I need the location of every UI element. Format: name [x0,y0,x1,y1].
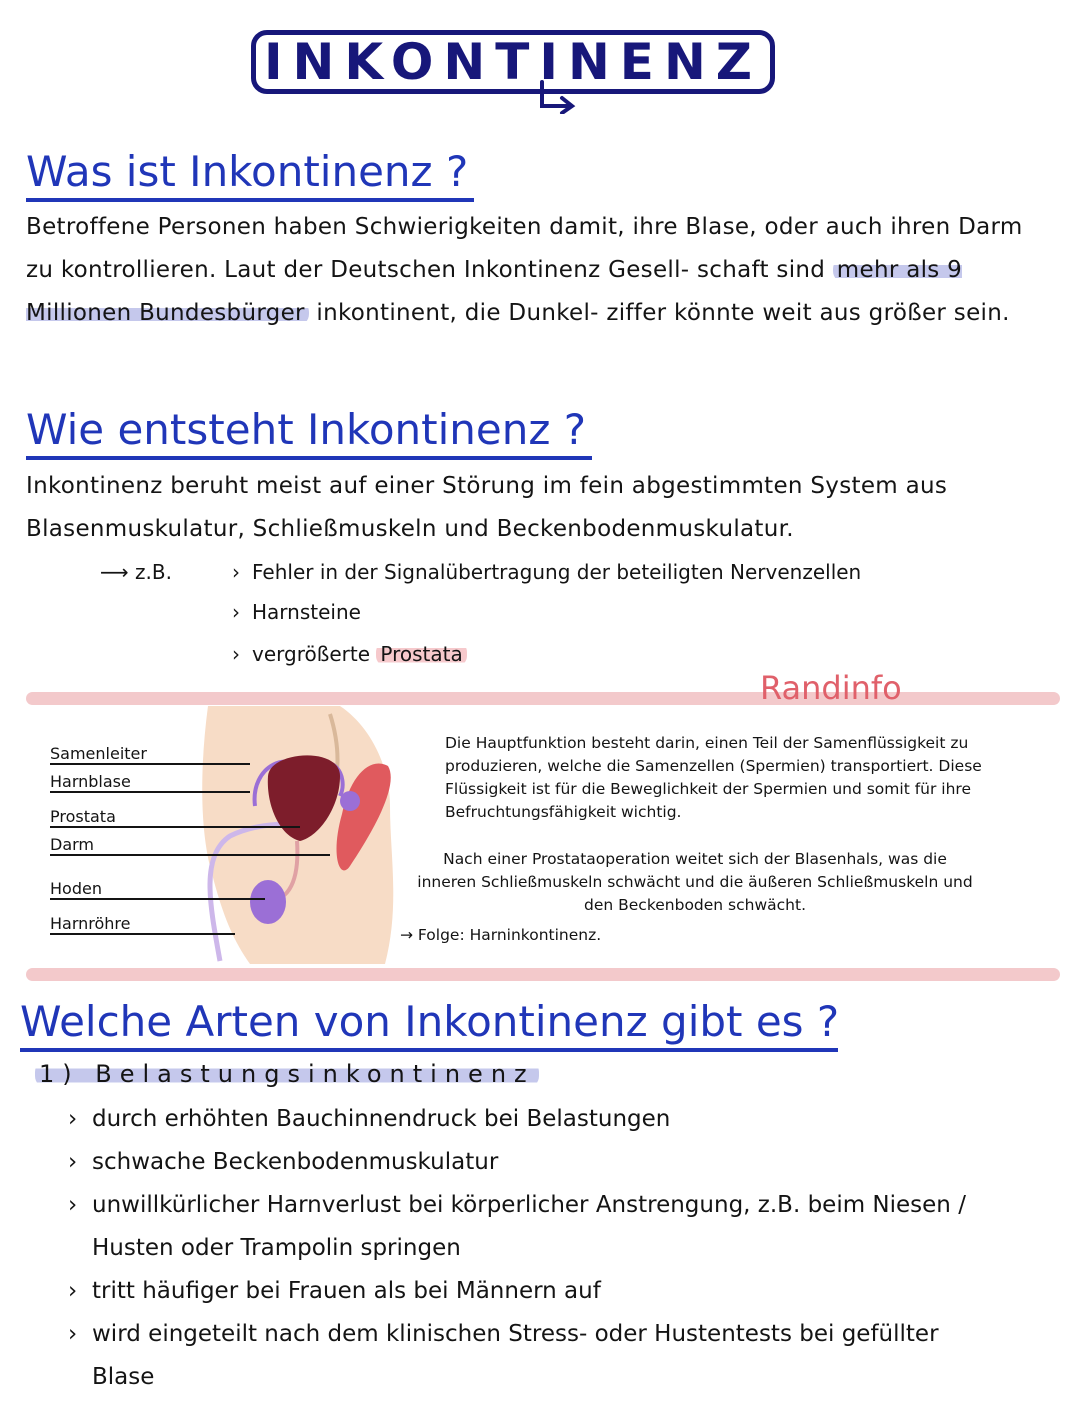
chevron-right-icon: › [232,642,240,666]
divider-top [26,692,1060,705]
list-item [68,1313,988,1399]
list-item [68,1184,988,1270]
anatomy-label: Darm [50,836,330,856]
example-item [232,592,361,632]
section-heading-arten: Welche Arten von Inkontinenz gibt es ? [20,996,838,1052]
anatomy-label: Harnröhre [50,915,235,935]
list-item [68,1098,988,1141]
randinfo-label: Randinfo [760,669,902,707]
text-part: inkontinent, die Dunkel- ziffer könnte weit aus größer sein. [308,300,1010,326]
info-text-operation: Nach einer Prostataoperation weitet sich der Blasenhals, was die inneren Schließmuskeln schwächt und die äußeren Schließmuskeln und den Beckenboden schwächt. [417,850,973,914]
example-text: vergrößerte [252,642,377,666]
anatomy-label: Harnblase [50,773,250,793]
page-title-text: INKONTINENZ [263,33,763,91]
arrow-right-icon [520,80,580,114]
type-items-list [68,1098,988,1399]
text-part: Betroffene Personen haben Schwierigkeiten damit, ihre Blase, oder auch ihren Darm zu kontrollieren. Laut der Deutschen Inkontinenz Gesell- schaft sind [26,214,1023,283]
arrow-right-icon: → [400,926,418,944]
page-title [251,30,775,94]
list-item-text: schwache Beckenbodenmuskulatur [92,1149,499,1175]
example-item [232,552,861,592]
type-title-text: 1) Belastungsinkontinenz [35,1060,539,1088]
chevron-right-icon: › [68,1192,78,1218]
list-item-text: unwillkürlicher Harnverlust bei körperlicher Anstrengung, z.B. beim Niesen / Husten oder Trampolin springen [92,1192,966,1261]
type-title [35,1060,539,1088]
section-heading-was-ist: Was ist Inkontinenz ? [26,146,474,202]
highlight-text: mehr als 9 Millionen Bundesbürger [26,257,963,326]
list-item [68,1270,988,1313]
anatomy-label: Prostata [50,808,300,828]
example-item [232,634,467,674]
info-text-prostata-function: Die Hauptfunktion besteht darin, einen Teil der Samenflüssigkeit zu produzieren, welche die Samenzellen (Spermien) transportiert. Diese Flüssigkeit ist für die Beweglichkeit der Spermien und somit für ihre Befruchtungsfähigkeit wichtig. [445,734,982,821]
chevron-right-icon: › [68,1149,78,1175]
list-item [68,1141,988,1184]
chevron-right-icon: › [68,1278,78,1304]
section-heading-wie-entsteht: Wie entsteht Inkontinenz ? [26,404,592,460]
chevron-right-icon: › [68,1321,78,1347]
section-text-was-ist [26,206,1056,335]
example-label-text: z.B. [135,560,172,584]
example-text: Harnsteine [252,600,361,624]
divider-bottom [26,968,1060,981]
list-item-text: wird eingeteilt nach dem klinischen Stress- oder Hustentests bei gefüllter Blase [92,1321,939,1390]
chevron-right-icon: › [232,560,240,584]
example-text: Fehler in der Signalübertragung der beteiligten Nervenzellen [252,560,862,584]
arrow-right-icon: ⟶ [100,560,129,584]
example-label [100,552,172,592]
anatomy-label: Hoden [50,880,265,900]
info-consequence [400,924,601,947]
chevron-right-icon: › [68,1106,78,1132]
list-item-text: durch erhöhten Bauchinnendruck bei Belastungen [92,1106,671,1132]
highlight-text: Prostata [376,642,466,666]
list-item-text: tritt häufiger bei Frauen als bei Männern auf [92,1278,601,1304]
section-text-wie-entsteht: Inkontinenz beruht meist auf einer Störung im fein abgestimmten System aus Blasenmuskulatur, Schließmuskeln und Beckenbodenmuskulatur. [26,473,948,542]
consequence-text: Folge: Harninkontinenz. [417,926,602,944]
chevron-right-icon: › [232,600,240,624]
anatomy-label: Samenleiter [50,745,250,765]
